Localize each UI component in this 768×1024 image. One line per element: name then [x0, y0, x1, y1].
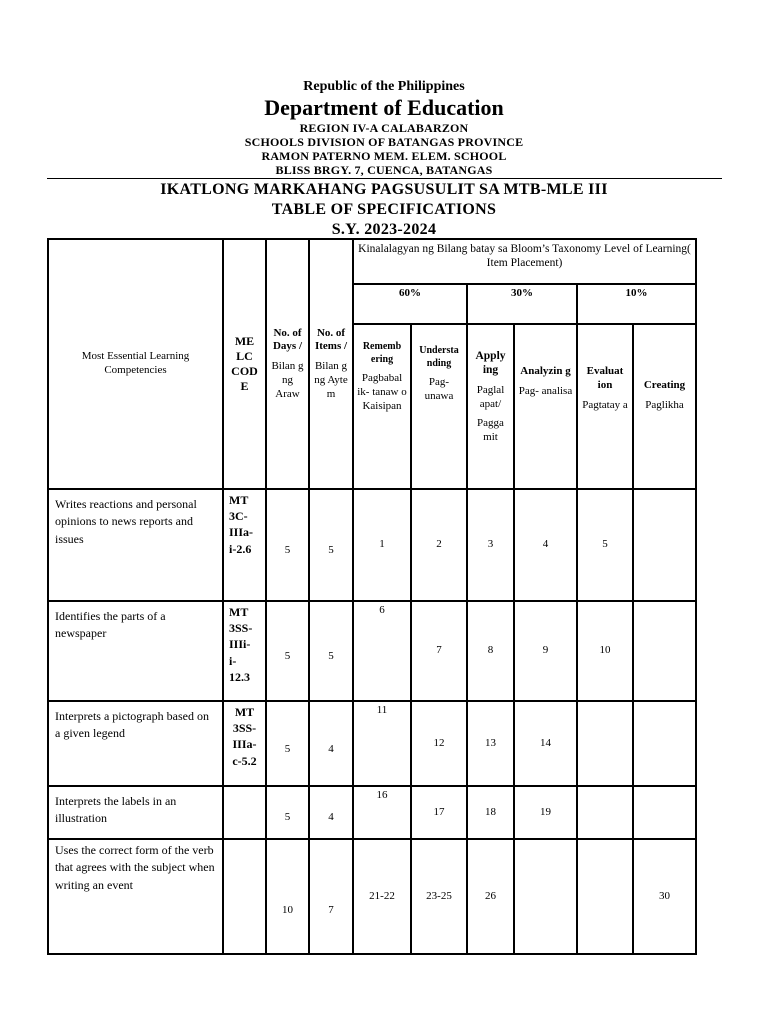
applying-fil: Paglal apat/ — [476, 383, 505, 410]
creating-en: Creating — [643, 379, 686, 391]
competency-cell: Interprets a pictograph based on a given legend — [48, 701, 223, 786]
applying-cell: 26 — [467, 839, 514, 954]
understanding-cell: 17 — [411, 786, 467, 839]
understanding-cell: 2 — [411, 489, 467, 601]
applying-cell: 13 — [467, 701, 514, 786]
remembering-fil: Pagbabal ik- tanaw o Kaisipan — [357, 372, 407, 412]
analyzing-cell: 19 — [514, 786, 577, 839]
header-items — [309, 239, 353, 489]
competency-cell: Writes reactions and personal opinions to news reports and issues — [48, 489, 223, 601]
evaluating-cell: 10 — [577, 601, 633, 701]
address-label: BLISS BRGY. 7, CUENCA, BATANGAS — [275, 163, 493, 177]
table-row — [48, 489, 696, 601]
department-title: Department of Education — [264, 95, 504, 120]
understanding-cell: 12 — [411, 701, 467, 786]
header-divider — [47, 178, 722, 179]
remembering-cell: 6 — [353, 601, 411, 701]
evaluating-fil: Pagtatay a — [582, 398, 628, 411]
creating-cell — [633, 489, 696, 601]
header-competencies: Most Essential Learning Competencies — [48, 239, 223, 489]
analyzing-en: Analyzin g — [520, 365, 571, 377]
table-row — [48, 601, 696, 701]
header-items-label: No. of Items / — [314, 326, 348, 353]
tos-title: TABLE OF SPECIFICATIONS — [271, 201, 497, 218]
applying-cell: 8 — [467, 601, 514, 701]
header-item-placement: Kinalalagyan ng Bilang batay sa Bloom’s Taxonomy Level of Learning( Item Placement) — [353, 239, 696, 284]
items-cell: 4 — [309, 786, 353, 839]
school-label: RAMON PATERNO MEM. ELEM. SCHOOL — [261, 149, 507, 163]
applying-en: Apply ing — [475, 350, 506, 377]
days-cell: 5 — [266, 601, 309, 701]
header-remembering — [353, 324, 411, 489]
creating-cell: 30 — [633, 839, 696, 954]
header-applying — [467, 324, 514, 489]
remembering-cell: 16 — [353, 786, 411, 839]
melc-code-cell — [223, 786, 266, 839]
evaluating-cell: 5 — [577, 489, 633, 601]
header-items-sub: Bilan g ng Ayte m — [314, 360, 348, 400]
header-creating — [633, 324, 696, 489]
melc-code-cell: MT 3SS- IIIa- c-5.2 — [223, 701, 266, 786]
melc-code-cell: MT 3SS- IIIi- i- 12.3 — [223, 601, 266, 701]
division-label: SCHOOLS DIVISION OF BATANGAS PROVINCE — [244, 135, 524, 149]
school-year: S.Y. 2023-2024 — [331, 221, 437, 238]
remembering-en: Rememb ering — [362, 341, 402, 365]
items-cell: 5 — [309, 601, 353, 701]
analyzing-cell: 4 — [514, 489, 577, 601]
analyzing-cell — [514, 839, 577, 954]
creating-cell — [633, 701, 696, 786]
understanding-fil: Pag- unawa — [424, 376, 454, 402]
analyzing-fil: Pag- analisa — [518, 384, 573, 397]
applying-cell: 18 — [467, 786, 514, 839]
days-cell: 5 — [266, 786, 309, 839]
melc-code-cell: MT 3C- IIIa- i-2.6 — [223, 489, 266, 601]
remembering-cell: 21-22 — [353, 839, 411, 954]
header-days-sub: Bilan g ng Araw — [271, 360, 304, 400]
understanding-en: Understa nding — [419, 345, 459, 369]
understanding-cell: 23-25 — [411, 839, 467, 954]
header-analyzing — [514, 324, 577, 489]
competency-cell: Identifies the parts of a newspaper — [48, 601, 223, 701]
header-days-label: No. of Days / — [272, 326, 303, 353]
evaluating-en: Evaluat ion — [586, 365, 624, 391]
header-pct-60: 60% — [353, 284, 467, 324]
evaluating-cell — [577, 786, 633, 839]
competency-cell: Uses the correct form of the verb that agrees with the subject when writing an event — [48, 839, 223, 954]
republic-label: Republic of the Philippines — [303, 79, 465, 94]
specifications-table — [47, 238, 697, 955]
header-melc-code: ME LC COD E — [223, 239, 266, 489]
table-row — [48, 839, 696, 954]
header-evaluating — [577, 324, 633, 489]
days-cell: 5 — [266, 701, 309, 786]
creating-cell — [633, 601, 696, 701]
items-cell: 7 — [309, 839, 353, 954]
exam-title: IKATLONG MARKAHANG PAGSUSULIT SA MTB-MLE III — [160, 181, 608, 198]
days-cell: 10 — [266, 839, 309, 954]
analyzing-cell: 9 — [514, 601, 577, 701]
evaluating-cell — [577, 701, 633, 786]
header-understanding — [411, 324, 467, 489]
items-cell: 4 — [309, 701, 353, 786]
analyzing-cell: 14 — [514, 701, 577, 786]
table-row — [48, 701, 696, 786]
days-cell: 5 — [266, 489, 309, 601]
competency-cell: Interprets the labels in an illustration — [48, 786, 223, 839]
table-row — [48, 786, 696, 839]
applying-fil2: Pagga mit — [477, 417, 504, 443]
evaluating-cell — [577, 839, 633, 954]
remembering-cell: 11 — [353, 701, 411, 786]
header-pct-30: 30% — [467, 284, 577, 324]
remembering-cell: 1 — [353, 489, 411, 601]
header-pct-10: 10% — [577, 284, 696, 324]
creating-fil: Paglikha — [645, 398, 684, 411]
melc-code-cell — [223, 839, 266, 954]
applying-cell: 3 — [467, 489, 514, 601]
understanding-cell: 7 — [411, 601, 467, 701]
items-cell: 5 — [309, 489, 353, 601]
header-days — [266, 239, 309, 489]
region-label: REGION IV-A CALABARZON — [299, 121, 469, 135]
creating-cell — [633, 786, 696, 839]
